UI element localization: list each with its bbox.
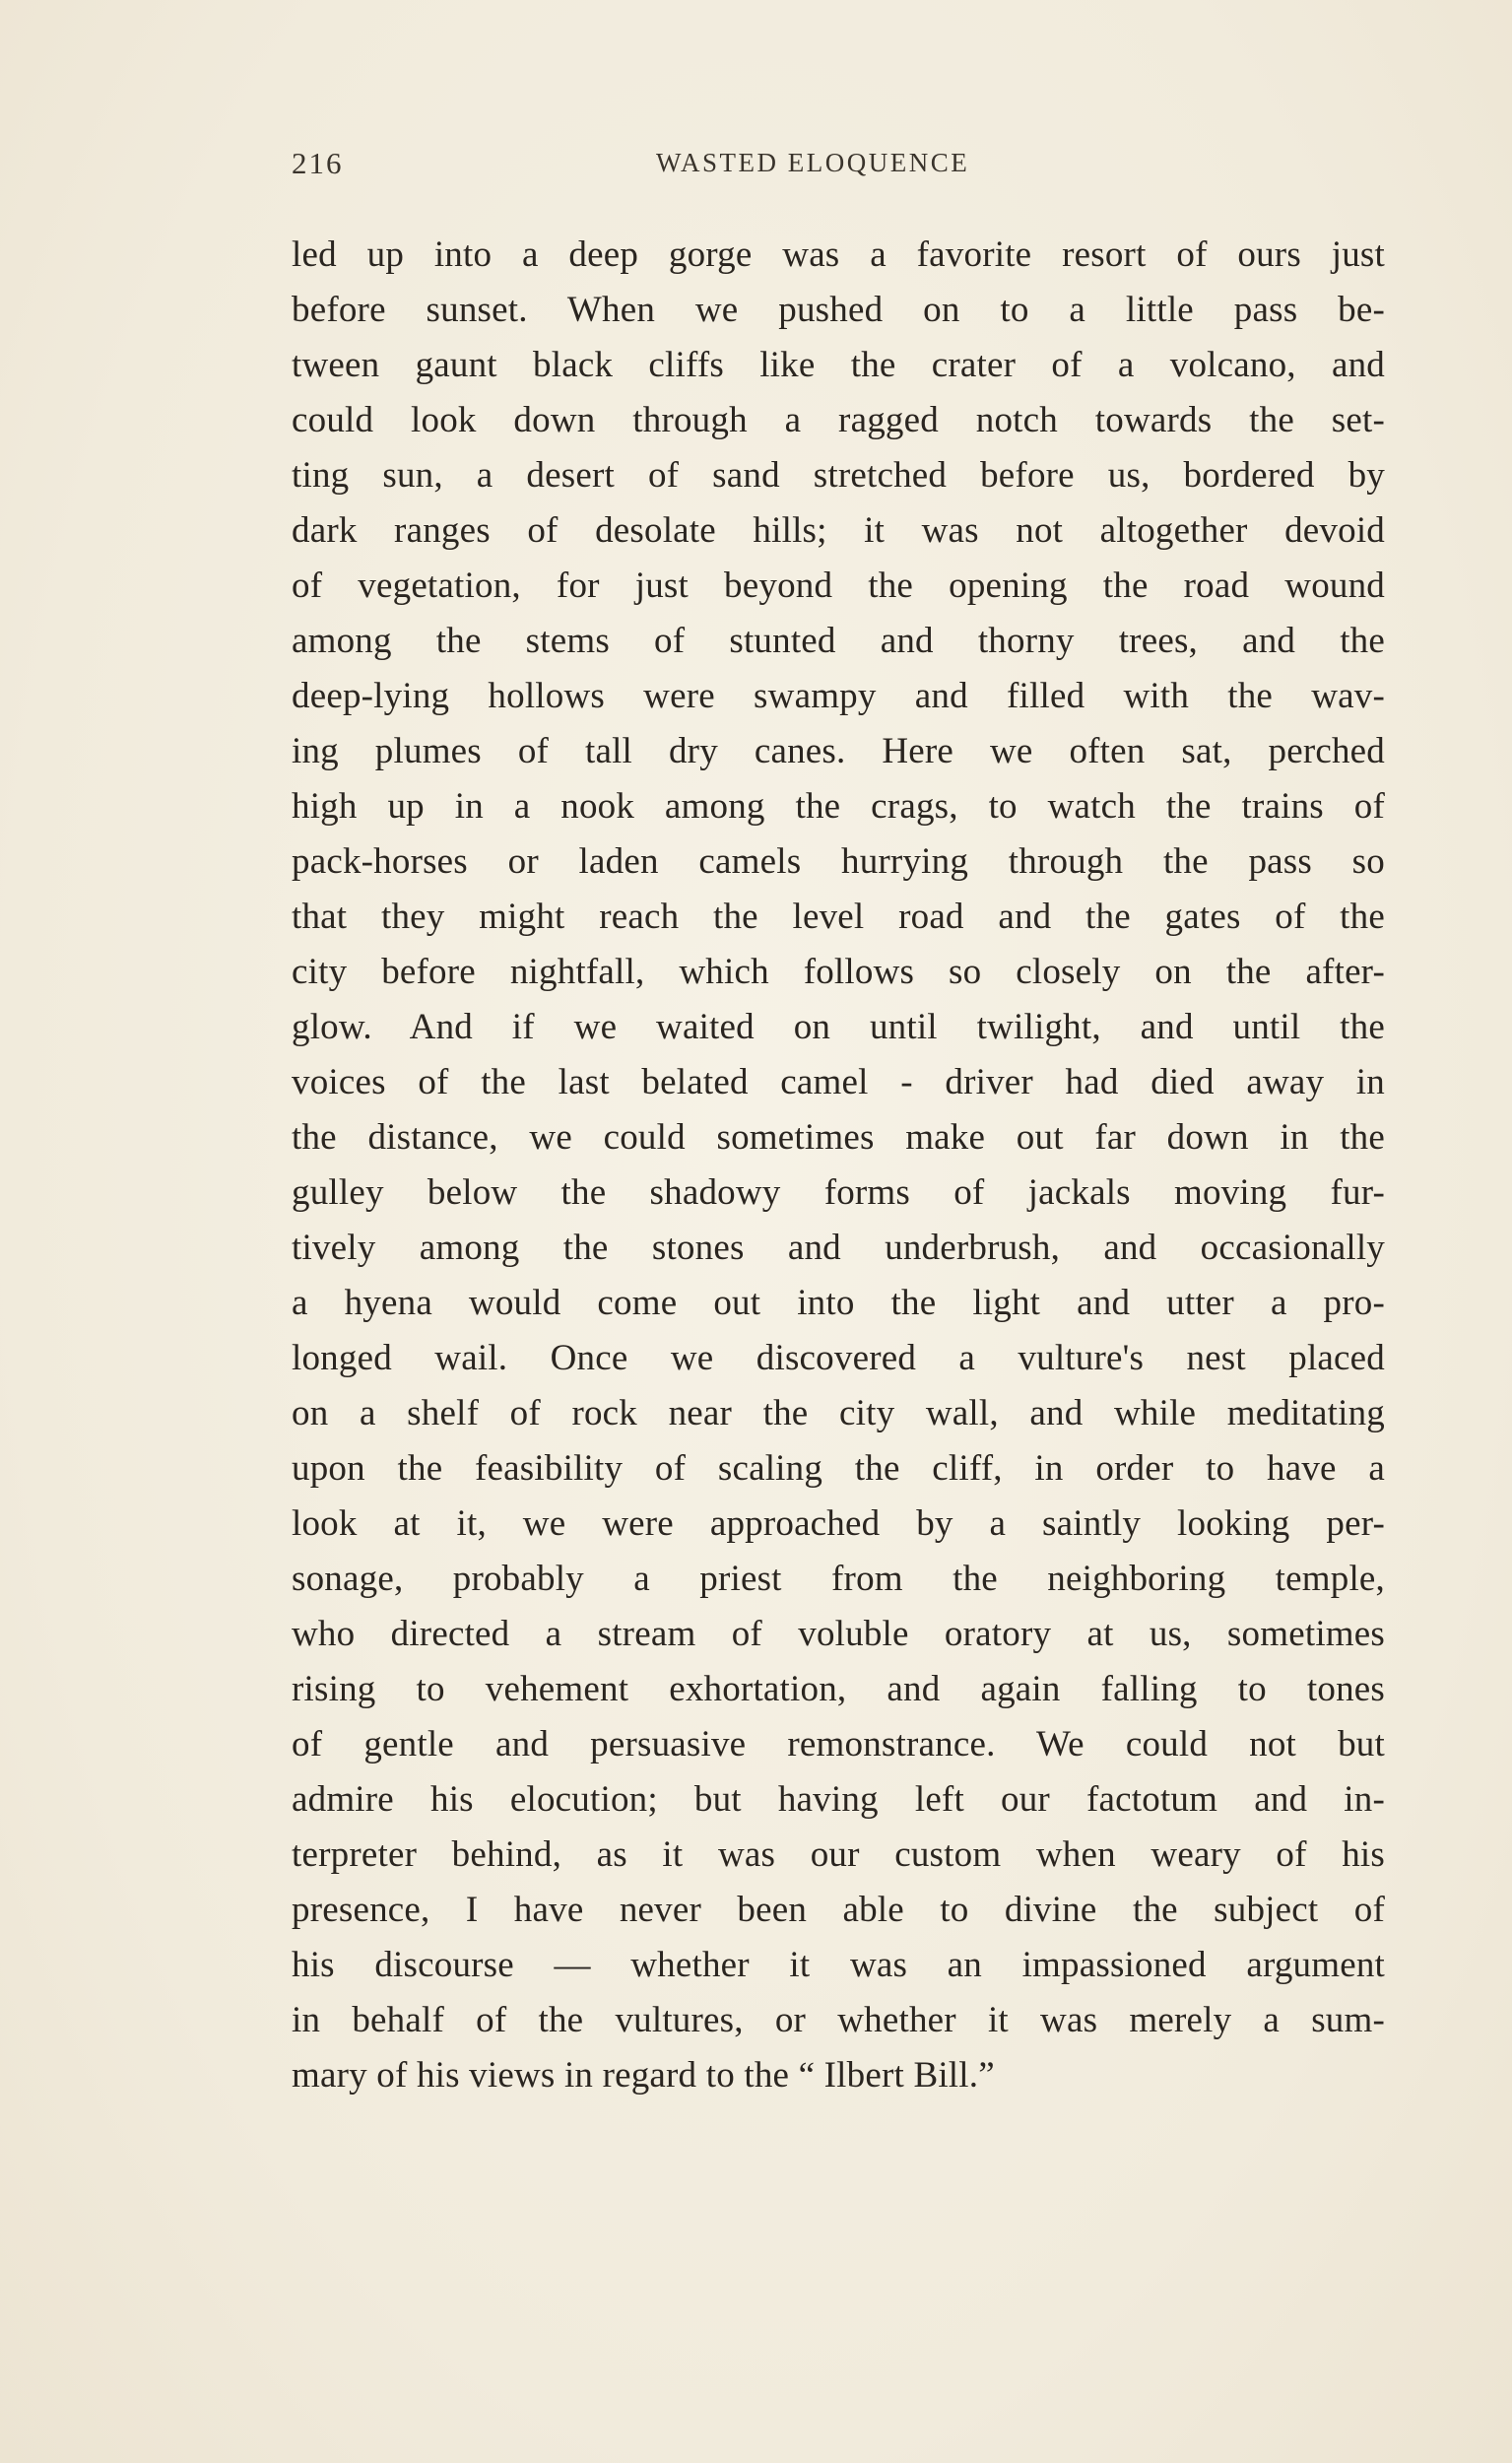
text-line: city before nightfall, which follows so closely on the after- (292, 952, 1385, 992)
text-line: gulley below the shadowy forms of jackals moving fur- (292, 1172, 1385, 1213)
text-line: ting sun, a desert of sand stretched before us, bordered by (292, 455, 1385, 496)
text-line: high up in a nook among the crags, to watch the trains of (292, 786, 1385, 827)
text-line: on a shelf of rock near the city wall, and while meditating (292, 1393, 1385, 1433)
text-line: rising to vehement exhortation, and again falling to tones (292, 1669, 1385, 1709)
text-line: voices of the last belated camel - driver had died away in (292, 1062, 1385, 1102)
text-line: pack-horses or laden camels hurrying through the pass so (292, 841, 1385, 882)
text-line: dark ranges of desolate hills; it was not altogether devoid (292, 510, 1385, 551)
text-line: deep-lying hollows were swampy and filled with the wav- (292, 676, 1385, 716)
text-line: tively among the stones and underbrush, and occasionally (292, 1228, 1385, 1268)
text-line: upon the feasibility of scaling the cliff, in order to have a (292, 1448, 1385, 1489)
text-line: of gentle and persuasive remonstrance. We could not but (292, 1724, 1385, 1764)
text-line: led up into a deep gorge was a favorite resort of ours just (292, 234, 1385, 275)
text-line: in behalf of the vultures, or whether it was merely a sum- (292, 2000, 1385, 2040)
text-line: terpreter behind, as it was our custom when weary of his (292, 1834, 1385, 1875)
text-line: that they might reach the level road and the gates of the (292, 897, 1385, 937)
text-line: before sunset. When we pushed on to a little pass be- (292, 290, 1385, 330)
text-line: presence, I have never been able to divine the subject of (292, 1890, 1385, 1930)
text-line: who directed a stream of voluble oratory at us, sometimes (292, 1614, 1385, 1654)
text-line: tween gaunt black cliffs like the crater of a volcano, and (292, 345, 1385, 385)
running-title: WASTED ELOQUENCE (656, 148, 970, 177)
text-line: his discourse — whether it was an impassioned argument (292, 1945, 1385, 1985)
text-line: a hyena would come out into the light and utter a pro- (292, 1283, 1385, 1323)
text-line: sonage, probably a priest from the neighboring temple, (292, 1559, 1385, 1599)
text-line: mary of his views in regard to the “ Ilbert Bill.” (292, 2055, 995, 2096)
text-line: could look down through a ragged notch towards the set- (292, 400, 1385, 440)
running-head (292, 146, 1385, 185)
text-line: longed wail. Once we discovered a vulture's nest placed (292, 1338, 1385, 1378)
text-line: ing plumes of tall dry canes. Here we often sat, perched (292, 731, 1385, 771)
body-text (292, 228, 1385, 2103)
text-line: glow. And if we waited on until twilight, and until the (292, 1007, 1385, 1047)
text-line: look at it, we were approached by a saintly looking per- (292, 1503, 1385, 1544)
page-number: 216 (292, 146, 344, 180)
text-line: among the stems of stunted and thorny trees, and the (292, 621, 1385, 661)
text-line: of vegetation, for just beyond the opening the road wound (292, 566, 1385, 606)
text-line: admire his elocution; but having left our factotum and in- (292, 1779, 1385, 1820)
text-line: the distance, we could sometimes make out far down in the (292, 1117, 1385, 1158)
